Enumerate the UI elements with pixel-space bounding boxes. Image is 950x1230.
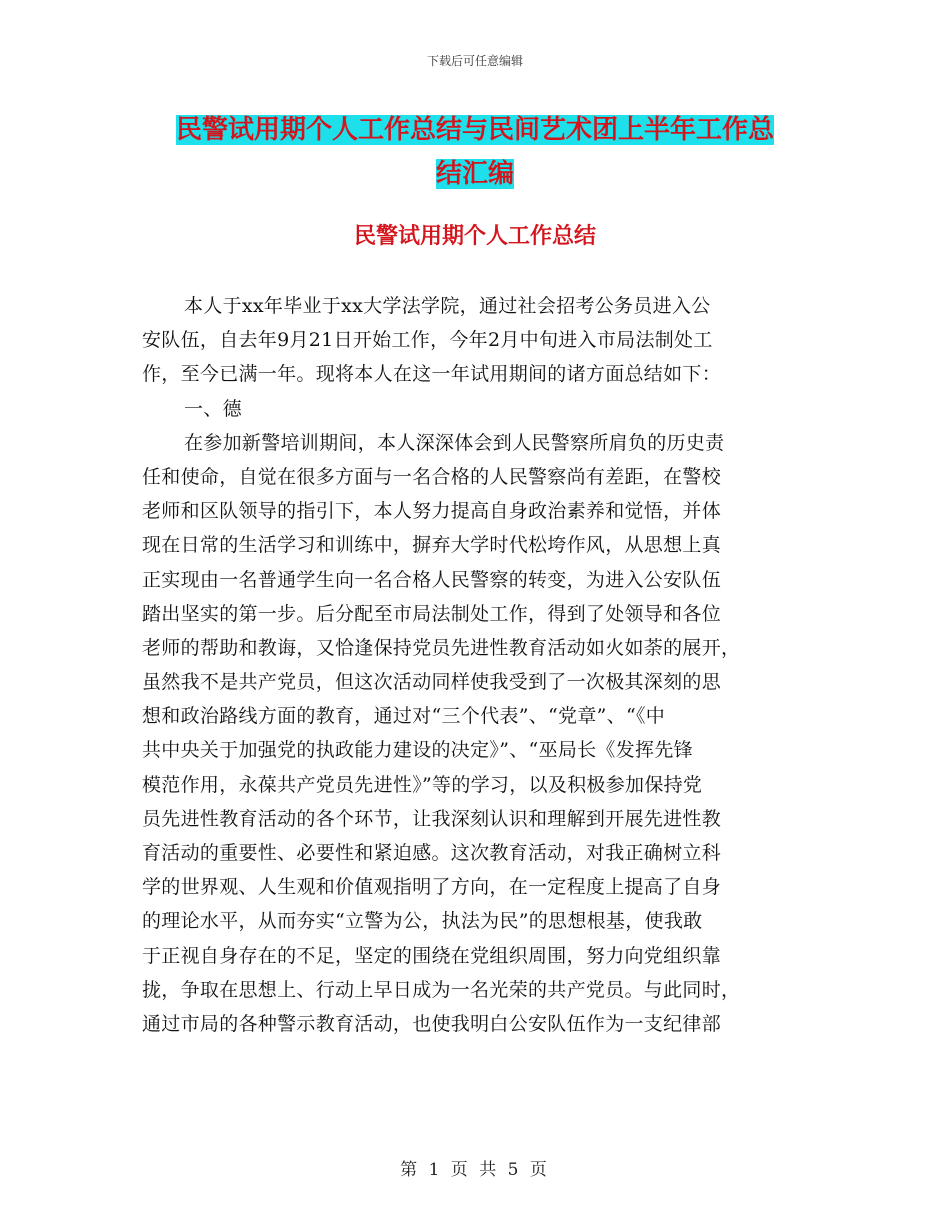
paragraph-line: 通过市局的各种警示教育活动，也使我明白公安队伍作为一支纪律部 — [142, 1012, 722, 1035]
paragraph-line: 虽然我不是共产党员，但这次活动同样使我受到了一次极其深刻的思 — [142, 671, 722, 694]
paragraph-line: 踏出坚实的第一步。后分配至市局法制处工作，得到了处领导和各位 — [142, 602, 722, 625]
paragraph-line: 安队伍，自去年9月21日开始工作，今年2月中旬进入市局法制处工 — [142, 329, 713, 352]
paragraph-line: 员先进性教育活动的各个环节，让我深刻认识和理解到开展先进性教 — [142, 807, 722, 830]
paragraph-line: 本人于xx年毕业于xx大学法学院，通过社会招考公务员进入公 — [184, 295, 711, 317]
section-heading: 一、德 — [184, 397, 242, 420]
paragraph-line: 拢，争取在思想上、行动上早日成为一名光荣的共产党员。与此同时， — [142, 978, 741, 1001]
paragraph-line: 老师和区队领导的指引下，本人努力提高自身政治素养和觉悟，并体 — [142, 500, 722, 523]
paragraph-line: 现在日常的生活学习和训练中，摒弃大学时代松垮作风，从思想上真 — [142, 534, 722, 557]
paragraph-line: 任和使命，自觉在很多方面与一名合格的人民警察尚有差距，在警校 — [142, 465, 722, 488]
paragraph-line: 模范作用，永葆共产党员先进性》”等的学习，以及积极参加保持党 — [142, 773, 703, 796]
document-title-line-1: 民警试用期个人工作总结与民间艺术团上半年工作总 — [175, 115, 774, 145]
section-title: 民警试用期个人工作总结 — [353, 224, 596, 249]
paragraph-line: 在参加新警培训期间，本人深深体会到人民警察所肩负的历史责 — [184, 431, 725, 454]
document-title — [150, 108, 800, 196]
paragraph-line: 想和政治路线方面的教育，通过对“三个代表”、“党章”、“《中 — [142, 705, 666, 728]
paragraph-line: 学的世界观、人生观和价值观指明了方向，在一定程度上提高了自身 — [142, 876, 722, 899]
paragraph-line: 的理论水平，从而夯实“立警为公，执法为民”的思想根基，使我敢 — [142, 910, 703, 933]
document-title-line-2: 结汇编 — [435, 159, 514, 189]
paragraph-line: 共中央关于加强党的执政能力建设的决定》”、“巫局长《发挥先锋 — [142, 739, 693, 762]
page-number-footer: 第 1 页 共 5 页 — [400, 1160, 550, 1180]
paragraph-line: 正实现由一名普通学生向一名合格人民警察的转变，为进入公安队伍 — [142, 568, 722, 591]
paragraph-line: 作，至今已满一年。现将本人在这一年试用期间的诸方面总结如下： — [142, 363, 722, 386]
body-text — [142, 289, 802, 1041]
paragraph-line: 育活动的重要性、必要性和紧迫感。这次教育活动，对我正确树立科 — [142, 842, 722, 864]
header-note: 下载后可任意编辑 — [426, 54, 523, 68]
paragraph-line: 于正视自身存在的不足，坚定的围绕在党组织周围，努力向党组织靠 — [142, 944, 722, 967]
paragraph-line: 老师的帮助和教诲，又恰逢保持党员先进性教育活动如火如荼的展开， — [142, 636, 741, 659]
